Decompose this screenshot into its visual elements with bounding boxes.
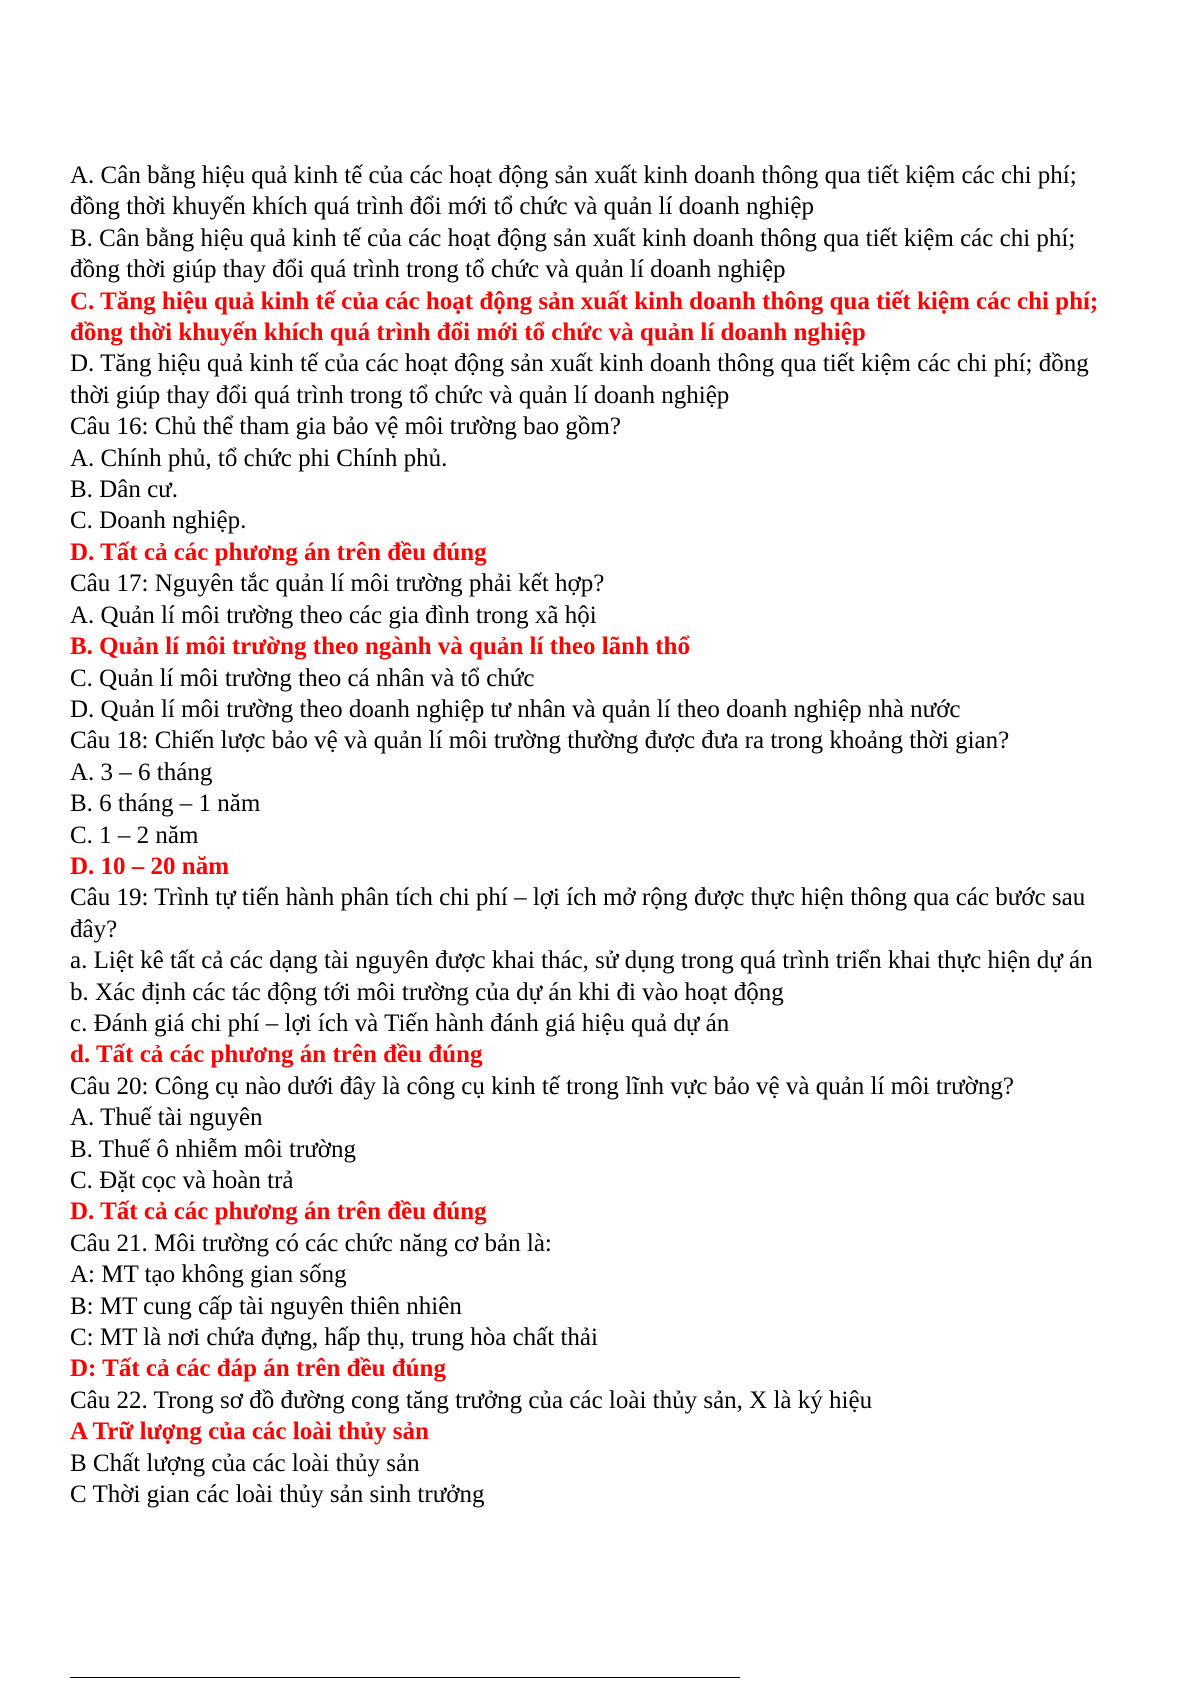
text-line: a. Liệt kê tất cả các dạng tài nguyên được khai thác, sử dụng trong quá trình triển khai thực hiện dự án — [70, 947, 1093, 975]
text-line: B: MT cung cấp tài nguyên thiên nhiên — [70, 1292, 462, 1320]
document-body — [70, 160, 1128, 1510]
correct-answer-line: D. Tất cả các phương án trên đều đúng — [70, 538, 487, 566]
text-line: B. 6 tháng – 1 năm — [70, 790, 261, 818]
text-line: A: MT tạo không gian sống — [70, 1261, 347, 1289]
text-line: Câu 21. Môi trường có các chức năng cơ bản là: — [70, 1229, 552, 1257]
text-line: Câu 18: Chiến lược bảo vệ và quản lí môi trường thường được đưa ra trong khoảng thời gian? — [70, 727, 1010, 755]
text-line: Câu 22. Trong sơ đồ đường cong tăng trưởng của các loài thủy sản, X là ký hiệu — [70, 1386, 873, 1414]
text-line: C. Quản lí môi trường theo cá nhân và tổ chức — [70, 664, 535, 692]
correct-answer-line: A Trữ lượng của các loài thủy sản — [70, 1418, 429, 1446]
text-line: A. Quản lí môi trường theo các gia đình trong xã hội — [70, 601, 597, 629]
text-line: Câu 16: Chủ thể tham gia bảo vệ môi trường bao gồm? — [70, 413, 621, 441]
text-line: C. Doanh nghiệp. — [70, 507, 247, 535]
correct-answer-line: D: Tất cả các đáp án trên đều đúng — [70, 1355, 446, 1383]
correct-answer-line: D. 10 – 20 năm — [70, 852, 230, 880]
correct-answer-line: d. Tất cả các phương án trên đều đúng — [70, 1041, 483, 1069]
text-line: B. Cân bằng hiệu quả kinh tế của các hoạt động sản xuất kinh doanh thông qua tiết kiệm các chi phí; đồng thời giúp thay đổi quá trình trong tổ chức và quản lí doanh nghiệp — [70, 224, 1076, 284]
text-line: C Thời gian các loài thủy sản sinh trưởng — [70, 1481, 485, 1509]
text-line: D. Tăng hiệu quả kinh tế của các hoạt động sản xuất kinh doanh thông qua tiết kiệm các chi phí; đồng thời giúp thay đổi quá trình trong tổ chức và quản lí doanh nghiệp — [70, 350, 1089, 409]
text-line: C. Đặt cọc và hoàn trả — [70, 1167, 294, 1194]
text-line: A. Thuế tài nguyên — [70, 1104, 263, 1132]
text-line: B. Dân cư. — [70, 476, 178, 504]
text-line: b. Xác định các tác động tới môi trường của dự án khi đi vào hoạt động — [70, 978, 784, 1006]
correct-answer-line: C. Tăng hiệu quả kinh tế của các hoạt động sản xuất kinh doanh thông qua tiết kiệm các chi phí; đồng thời khuyến khích quá trình đổi mới tổ chức và quản lí doanh nghiệp — [70, 287, 1099, 347]
footer-divider — [70, 1677, 740, 1678]
correct-answer-line: D. Tất cả các phương án trên đều đúng — [70, 1198, 487, 1226]
text-line: A. Cân bằng hiệu quả kinh tế của các hoạt động sản xuất kinh doanh thông qua tiết kiệm các chi phí; đồng thời khuyến khích quá trình đổi mới tổ chức và quản lí doanh nghiệp — [70, 162, 1077, 221]
text-line: B Chất lượng của các loài thủy sản — [70, 1449, 420, 1477]
text-line: C: MT là nơi chứa đựng, hấp thụ, trung hòa chất thải — [70, 1324, 598, 1352]
correct-answer-line: B. Quản lí môi trường theo ngành và quản lí theo lãnh thổ — [70, 633, 690, 661]
text-line: Câu 20: Công cụ nào dưới đây là công cụ kinh tế trong lĩnh vực bảo vệ và quản lí môi trường? — [70, 1072, 1014, 1100]
text-line: D. Quản lí môi trường theo doanh nghiệp tư nhân và quản lí theo doanh nghiệp nhà nước — [70, 695, 961, 723]
text-line: C. 1 – 2 năm — [70, 821, 199, 849]
text-line: A. Chính phủ, tổ chức phi Chính phủ. — [70, 444, 448, 472]
text-line: B. Thuế ô nhiễm môi trường — [70, 1135, 357, 1163]
text-line: A. 3 – 6 tháng — [70, 758, 213, 786]
text-line: Câu 17: Nguyên tắc quản lí môi trường phải kết hợp? — [70, 570, 605, 598]
text-line: c. Đánh giá chi phí – lợi ích và Tiến hành đánh giá hiệu quả dự án — [70, 1009, 730, 1037]
text-line: Câu 19: Trình tự tiến hành phân tích chi phí – lợi ích mở rộng được thực hiện thông qua các bước sau đây? — [70, 884, 1086, 943]
